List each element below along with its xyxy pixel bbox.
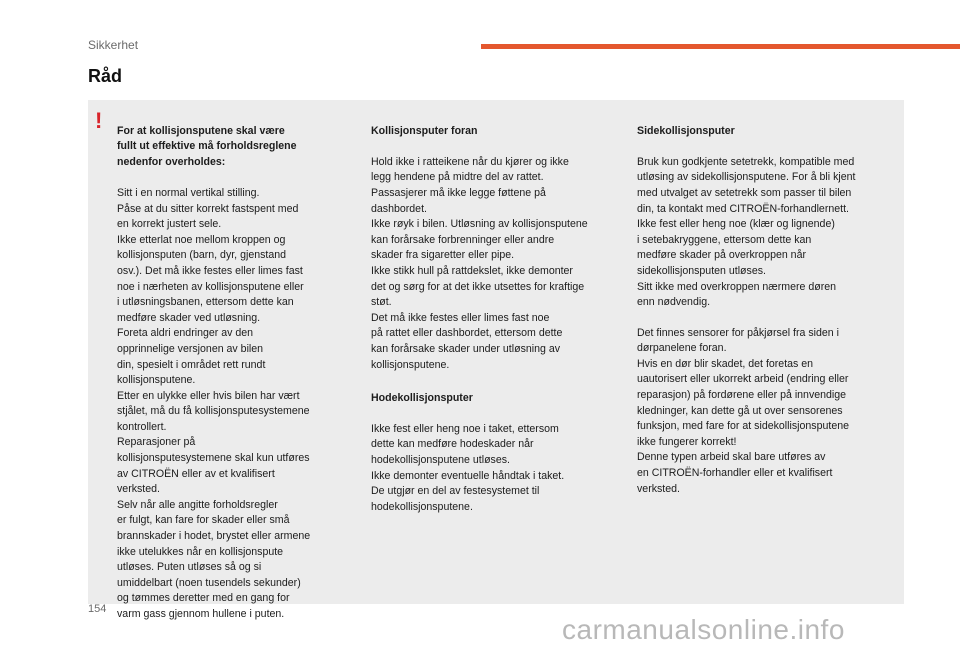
section-label: Sikkerhet [88,38,139,52]
watermark: carmanualsonline.info [562,614,845,645]
column-curtain-airbags [371,375,621,531]
curtain-airbags-body: Ikke fest eller heng noe i taket, ettersom dette kan medføre hodeskader når hodekollisjonsputene utløses. Ikke demonter eventuelle håndtak i taket. De utgjør en del av festesystemet til hodekollisjonsputene. [371,422,565,513]
front-airbags-body: Hold ikke i ratteikene når du kjører og ikke legg hendene på midtre del av rattet. Passasjerer må ikke legge føttene på dashbordet. Ikke røyk i bilen. Utløsning av kollisjonsputene kan forårsake forbrenninger eller andre skader fra sigaretter eller pipe. Ikke stikk hull på rattdekslet, ikke demonter det og sørg for at det ikke utsettes for kraftige støt. Det må ikke festes eller limes fast noe på rattet eller dashbordet, ettersom dette kan forårsake skader under utløsning av kollisjonsputene. [371,155,588,371]
page-title: Råd [88,66,123,86]
page-number: 154 [88,603,107,615]
warning-icon: ! [95,108,103,133]
column-front-airbags [371,108,621,389]
general-precautions-heading: For at kollisjonsputene skal være fullt ut effektive må forholdsreglene nedenfor overholdes: [117,124,297,168]
side-sensors-body: Det finnes sensorer for påkjørsel fra siden i dørpanelene foran. Hvis en dør blir skadet, det foretas en uautorisert eller ukorrekt arbeid (endring eller reparasjon) på fordørene eller på innvendige kledninger, kan dette gå ut over sensorenes funksjon, med fare for at sidekollisjonsputene ikke fungerer korrekt! Denne typen arbeid skal bare utføres av en CITROËN-forhandler eller et kvalifisert verksted. [637,326,849,495]
front-airbags-heading: Kollisjonsputer foran [371,124,478,137]
side-airbags-body: Bruk kun godkjente setetrekk, kompatible med utløsing av sidekollisjonsputene. For å bli kjent med utvalget av setetrekk som passer til bilen din, ta kontakt med CITROËN-forhandlernett. Ikke fest eller heng noe (klær og lignende) i setebakryggene, ettersom dette kan medføre skader på overkroppen når sidekollisjonsputen utløses. Sitt ikke med overkroppen nærmere døren enn nødvendig. [637,155,856,309]
column-side-sensors [637,310,887,513]
section-accent-bar [481,44,960,49]
side-airbags-heading: Sidekollisjonsputer [637,124,735,137]
curtain-airbags-heading: Hodekollisjonsputer [371,391,473,404]
column-side-airbags [637,108,887,326]
column-general-precautions [117,108,347,638]
general-precautions-body: Sitt i en normal vertikal stilling. Påse at du sitter korrekt fastspent med en korrekt justert sele. Ikke etterlat noe mellom kroppen og kollisjonsputen (barn, dyr, gjenstand osv.). Det må ikke festes eller limes fast noe i nærheten av kollisjonsputene eller i utløsningsbanen, ettersom dette kan medføre skader ved utløsning. Foreta aldri endringer av den opprinnelige versjonen av bilen din, spesielt i området rett rundt kollisjonsputene. Etter en ulykke eller hvis bilen har vært stjålet, må du få kollisjonsputesystemene kontrollert. Reparasjoner på kollisjonsputesystemene skal kun utføres av CITROËN eller av et kvalifisert verksted. Selv når alle angitte forholdsregler er fulgt, kan fare for skader eller små brannskader i hodet, brystet eller armene ikke utelukkes når en kollisjonspute utløses. Puten utløses så og si umiddelbart (noen tusendels sekunder) og tømmes deretter med en gang for varm gass gjennom hullene i puten. [117,186,311,620]
